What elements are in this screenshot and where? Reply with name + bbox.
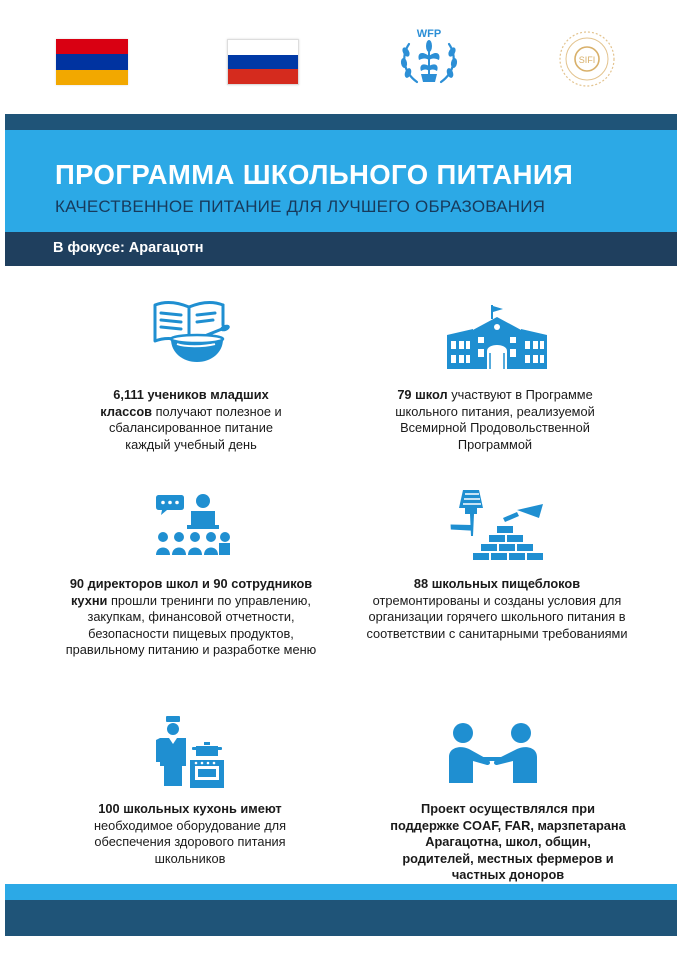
- footer-stripes: [5, 884, 677, 936]
- renovation-icon: [443, 488, 547, 560]
- school-building-icon: [447, 305, 547, 371]
- item-1-body: получают полезное и сбалансированное питание каждый учебный день: [109, 403, 282, 452]
- item-2-text: [383, 387, 607, 453]
- item-4-bold: 88 школьных пищеблоков: [413, 576, 581, 591]
- handshake-icon: [447, 723, 539, 783]
- wfp-logo-text: WFP: [416, 28, 442, 40]
- russia-flag-icon: [227, 39, 299, 85]
- book-bowl-icon: [151, 299, 231, 367]
- item-4-text: [362, 576, 632, 642]
- item-5-body: необходимое оборудование для обеспечения здорового питания школьников: [93, 817, 287, 866]
- sifi-logo-text: SIFI: [578, 55, 596, 65]
- focus-bar: [5, 232, 677, 266]
- training-icon: [153, 493, 233, 559]
- item-3-body: прошли тренинги по управлению, закупкам, финансовой отчетности, безопасности пищевых продуктов, правильному питанию и разработке меню: [65, 592, 317, 657]
- footer-dark-stripe: [5, 900, 677, 936]
- banner-top-stripe: [5, 114, 677, 130]
- item-5-text: [72, 801, 308, 867]
- footer-light-stripe: [5, 884, 677, 900]
- page-title: ПРОГРАММА ШКОЛЬНОГО ПИТАНИЯ: [55, 159, 574, 190]
- header-banner: [5, 114, 677, 266]
- page-subtitle: КАЧЕСТВЕННОЕ ПИТАНИЕ ДЛЯ ЛУЧШЕГО ОБРАЗОВАНИЯ: [55, 197, 546, 216]
- item-2-bold: 79 школ: [397, 387, 448, 402]
- item-1-text: [86, 387, 296, 453]
- chef-stove-icon: [154, 716, 226, 788]
- item-1-bold: 6,111 учеников младших классов: [100, 387, 269, 419]
- item-4-body: отремонтированы и созданы условия для организации горячего школьного питания в соответствии с санитарными требованиями: [366, 592, 628, 641]
- item-3-bold: 90 директоров школ и 90 сотрудников кухни: [69, 576, 313, 608]
- item-6-text: [389, 801, 627, 884]
- item-5-bold: 100 школьных кухонь имеют: [98, 801, 282, 816]
- wfp-logo-icon: [395, 26, 463, 88]
- logos-row: [0, 0, 682, 112]
- item-6-bold: Проект осуществлялся при поддержке COAF, FAR, марзпетарана Арагацотна, школ, общин, родителей, местных фермеров и частных доноров: [390, 801, 626, 882]
- item-3-text: [59, 576, 323, 659]
- sifi-logo-icon: [558, 30, 616, 88]
- item-2-body: участвуют в Программе школьного питания, реализуемой Всемирной Продовольственной Программой: [395, 387, 595, 452]
- focus-label: В фокусе: Арагацотн: [53, 240, 204, 256]
- armenia-flag-icon: [56, 39, 128, 85]
